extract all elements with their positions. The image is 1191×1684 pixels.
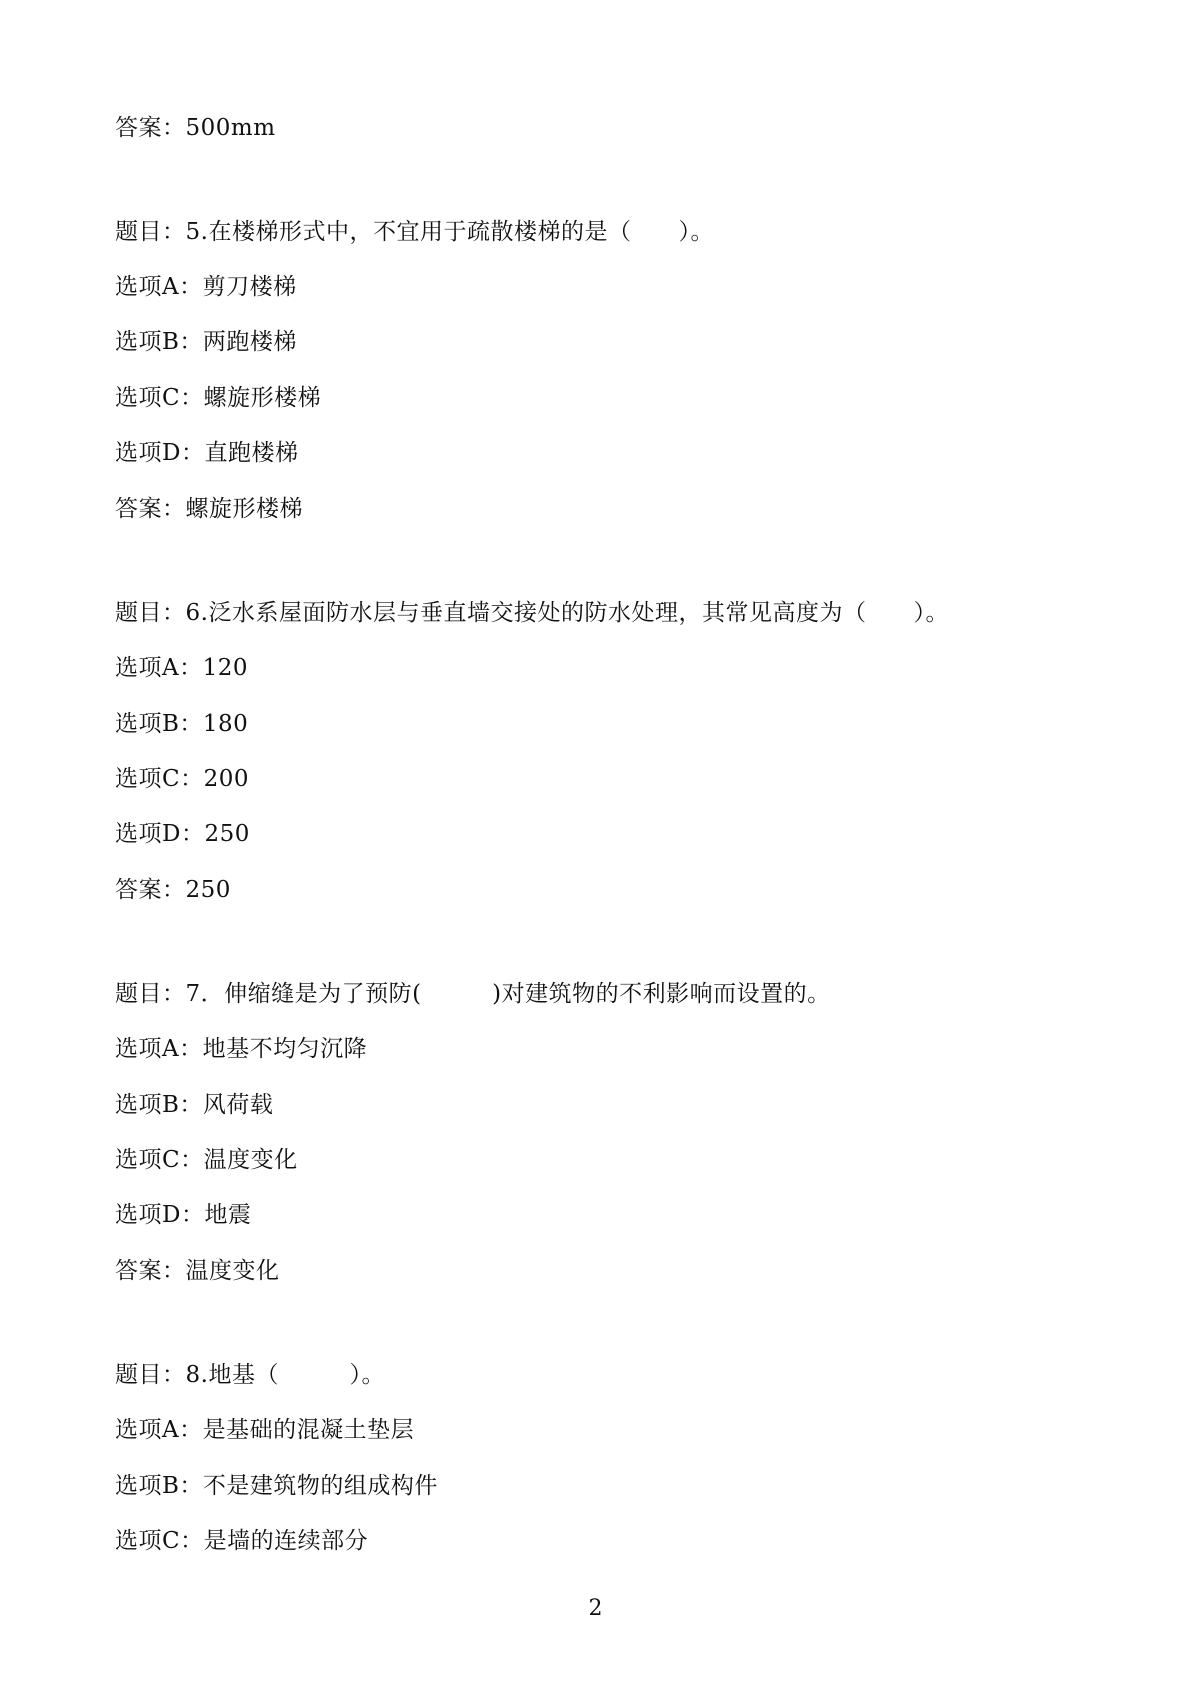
question-title: 题目：6.泛水系屋面防水层与垂直墙交接处的防水处理，其常见高度为（ ）。 (115, 600, 949, 626)
option-d: 选项D：250 (115, 821, 250, 847)
answer-line: 答案：500mm (115, 115, 276, 141)
answer-line: 答案：温度变化 (115, 1258, 280, 1284)
option-b: 选项B：两跑楼梯 (115, 329, 297, 355)
answer-line: 答案：螺旋形楼梯 (115, 496, 303, 522)
option-d: 选项D：直跑楼梯 (115, 440, 299, 466)
answer-line: 答案：250 (115, 877, 231, 903)
option-c: 选项C：是墙的连续部分 (115, 1528, 369, 1554)
option-c: 选项C：温度变化 (115, 1147, 298, 1173)
page-number: 2 (588, 1596, 603, 1621)
option-a: 选项A：剪刀楼梯 (115, 274, 297, 300)
option-d: 选项D：地震 (115, 1202, 252, 1228)
option-a: 选项A：地基不均匀沉降 (115, 1036, 368, 1062)
option-b: 选项B：风荷载 (115, 1092, 274, 1118)
option-b: 选项B：不是建筑物的组成构件 (115, 1473, 438, 1499)
option-a: 选项A：120 (115, 655, 249, 681)
option-b: 选项B：180 (115, 711, 249, 737)
option-a: 选项A：是基础的混凝土垫层 (115, 1417, 415, 1443)
question-title: 题目：8.地基（ ）。 (115, 1362, 385, 1388)
option-c: 选项C：200 (115, 766, 249, 792)
question-title: 题目：7．伸缩缝是为了预防( )对建筑物的不利影响而设置的。 (115, 981, 831, 1007)
question-title: 题目：5.在楼梯形式中，不宜用于疏散楼梯的是（ ）。 (115, 219, 714, 245)
option-c: 选项C：螺旋形楼梯 (115, 385, 322, 411)
